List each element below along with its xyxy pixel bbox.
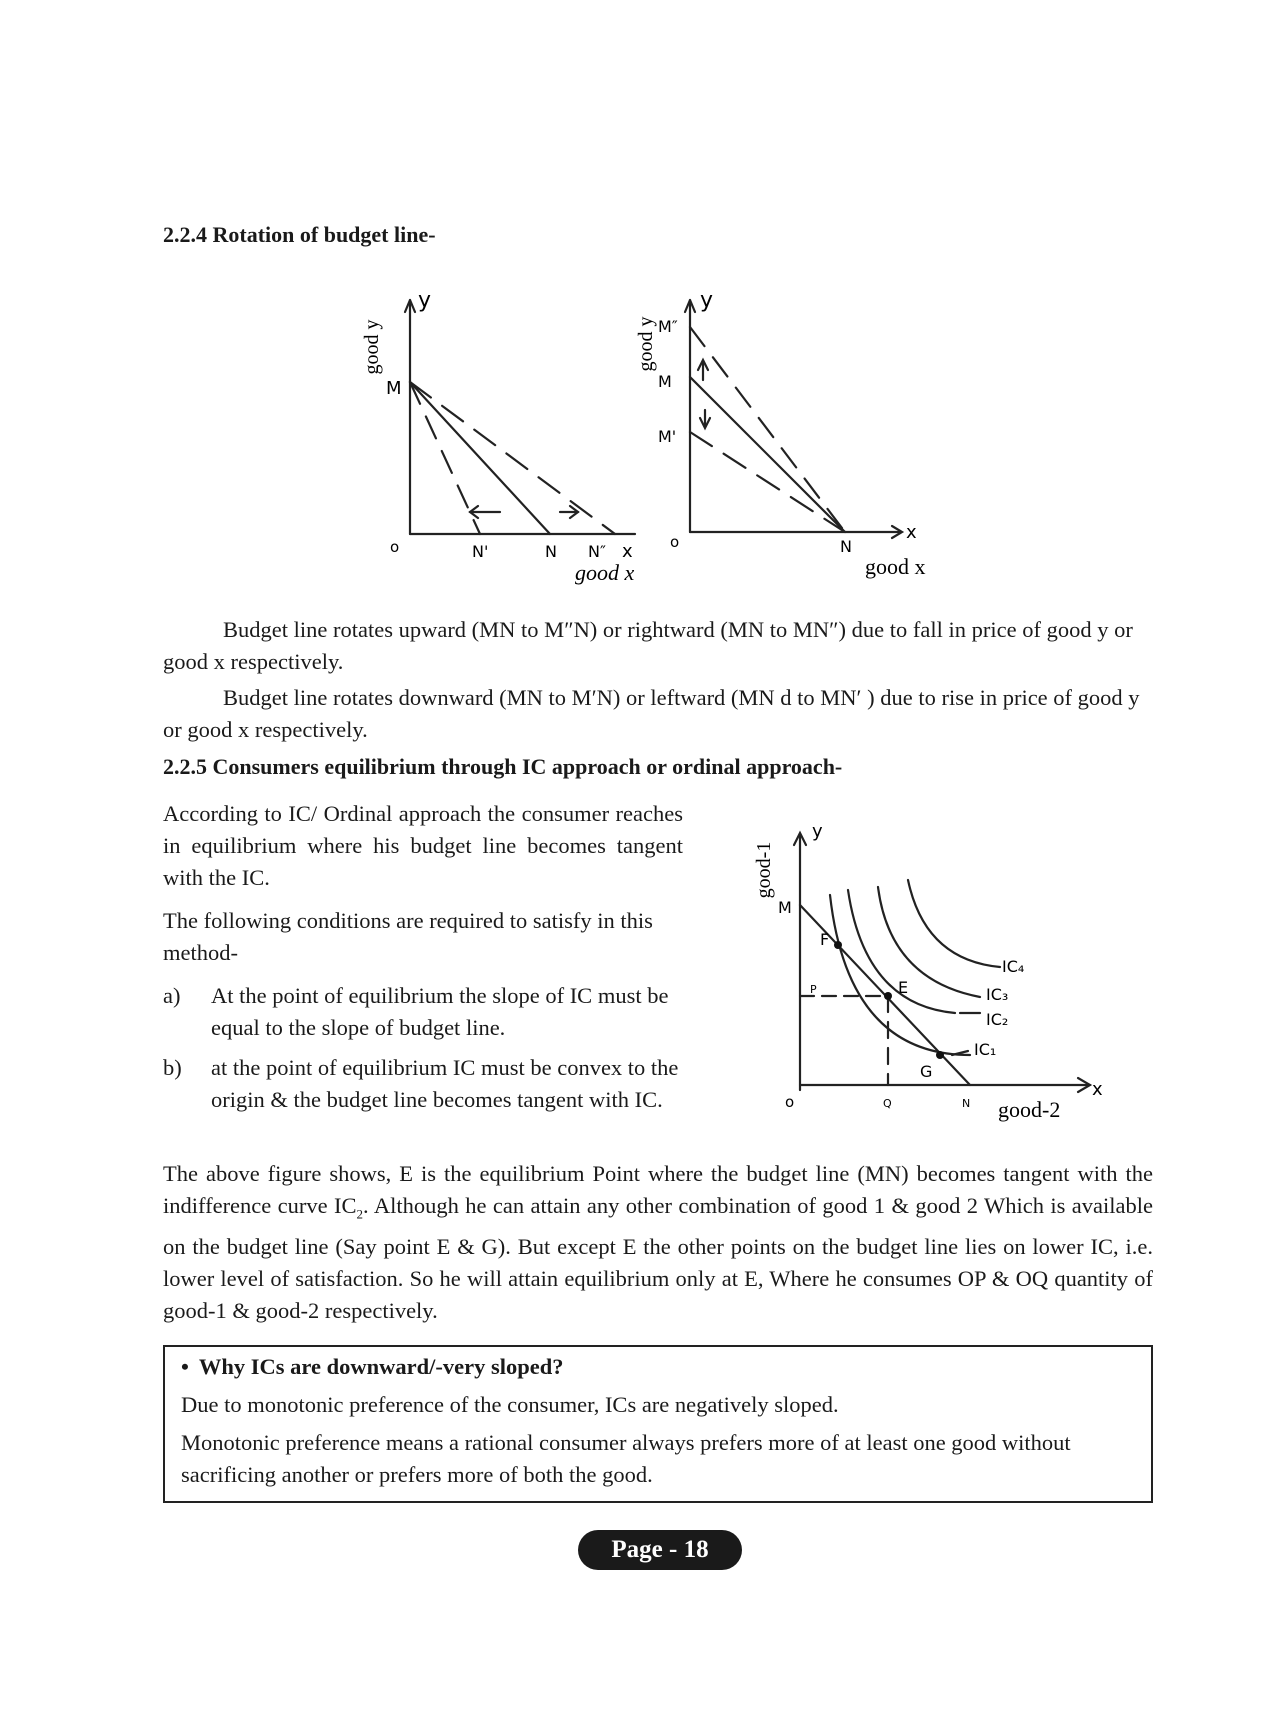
note-box	[163, 1345, 1153, 1503]
label-ic1: IC₁	[974, 1040, 997, 1059]
figure-budget-rotation-y	[610, 282, 940, 592]
para3-text-a: The above figure shows, E is the equilibrium Point where the budget line (MN) becomes tangent with the indifference curve IC	[163, 1161, 1153, 1218]
label-M: M	[386, 378, 402, 399]
bullet-icon: •	[181, 1354, 189, 1379]
conditions-list	[163, 980, 683, 1116]
intro-paragraph: According to IC/ Ordinal approach the consumer reaches in equilibrium where his budget line becomes tangent with the IC.	[163, 801, 683, 890]
note-heading	[181, 1351, 564, 1383]
label-G: G	[920, 1062, 933, 1081]
x-symbol: x	[622, 541, 633, 562]
x-symbol: x	[906, 522, 917, 543]
label-N: N	[545, 542, 557, 561]
label-M: M	[658, 372, 672, 391]
label-N: N	[840, 537, 852, 556]
ic4-curve	[908, 880, 1000, 967]
label-Q: Q	[883, 1097, 892, 1110]
label-M-double: M″	[658, 317, 678, 336]
origin-label: o	[785, 1093, 795, 1111]
label-F: F	[820, 930, 830, 949]
label-ic3: IC₃	[986, 985, 1009, 1004]
section-heading-225: 2.2.5 Consumers equilibrium through IC approach or ordinal approach-	[163, 754, 843, 779]
label-P: P	[810, 983, 817, 996]
para3-subscript: 2	[356, 1206, 364, 1222]
budget-line-M-prime-N	[690, 432, 845, 532]
figure-consumer-equilibrium	[730, 815, 1110, 1135]
condition-a	[163, 980, 683, 1044]
y-symbol: y	[812, 821, 823, 842]
label-M-prime: M'	[658, 427, 677, 446]
budget-line-M-double-N	[690, 327, 845, 532]
section-heading-224: 2.2.4 Rotation of budget line-	[163, 222, 436, 247]
label-N-prime: N'	[472, 542, 489, 561]
ic1-curve	[830, 895, 970, 1055]
label-E: E	[898, 978, 909, 997]
ic3-curve	[878, 887, 980, 997]
paragraph-rotation-up: Budget line rotates upward (MN to M″N) or rightward (MN to MN″) due to fall in price of good y or good x respectively.	[163, 617, 1133, 674]
condition-text: At the point of equilibrium the slope of IC must be equal to the slope of budget line.	[211, 983, 669, 1040]
label-ic4: IC₄	[1002, 957, 1025, 976]
condition-label: b)	[163, 1055, 182, 1080]
note-line-2: Monotonic preference means a rational consumer always prefers more of at least one good without sacrificing another or prefers more of both the good.	[181, 1430, 1071, 1487]
condition-text: at the point of equilibrium IC must be convex to the origin & the budget line becomes tangent with IC.	[211, 1055, 679, 1112]
x-axis-title: good x	[865, 554, 926, 579]
paragraph-rotation-down: Budget line rotates downward (MN to M′N) or leftward (MN d to MN′ ) due to rise in price of good y or good x respectively.	[163, 685, 1140, 742]
label-ic2: IC₂	[986, 1010, 1009, 1029]
label-M: M	[778, 898, 792, 917]
budget-line-MN-double	[410, 382, 615, 534]
note-line-1: Due to monotonic preference of the consumer, ICs are negatively sloped.	[181, 1392, 839, 1417]
origin-label: o	[390, 538, 400, 556]
y-axis-title: good-1	[753, 841, 775, 899]
paragraph-equilibrium-explanation	[163, 1158, 1153, 1327]
label-N-double: N″	[588, 542, 606, 561]
condition-b	[163, 1052, 683, 1116]
note-heading-text: Why ICs are downward/-very sloped?	[198, 1354, 564, 1379]
y-axis-title: good y	[635, 316, 657, 372]
y-symbol: y	[700, 288, 714, 313]
x-axis-title: good x	[575, 560, 635, 585]
y-symbol: y	[418, 288, 432, 313]
x-axis-title: good-2	[998, 1097, 1061, 1122]
budget-line-MN	[690, 377, 845, 532]
condition-label: a)	[163, 983, 181, 1008]
point-F	[834, 941, 842, 949]
point-E	[884, 992, 892, 1000]
y-axis-title: good y	[361, 319, 383, 375]
label-N: N	[962, 1097, 971, 1110]
para3-text-b: . Although he can attain any other combination of good 1 & good 2 Which is available on the budget line (Say point E & G). But except E the other points on the budget line lies on lower IC, i.e. lower level of satisfaction. So he will attain equilibrium only at E, Where he consumes OP & OQ quantity of good-1 & good-2 respectively.	[163, 1193, 1153, 1323]
point-G	[936, 1051, 944, 1059]
page-number-badge: Page - 18	[578, 1530, 742, 1570]
x-symbol: x	[1092, 1079, 1103, 1100]
conditions-lead: The following conditions are required to satisfy in this method-	[163, 908, 653, 965]
origin-label: o	[670, 533, 680, 551]
